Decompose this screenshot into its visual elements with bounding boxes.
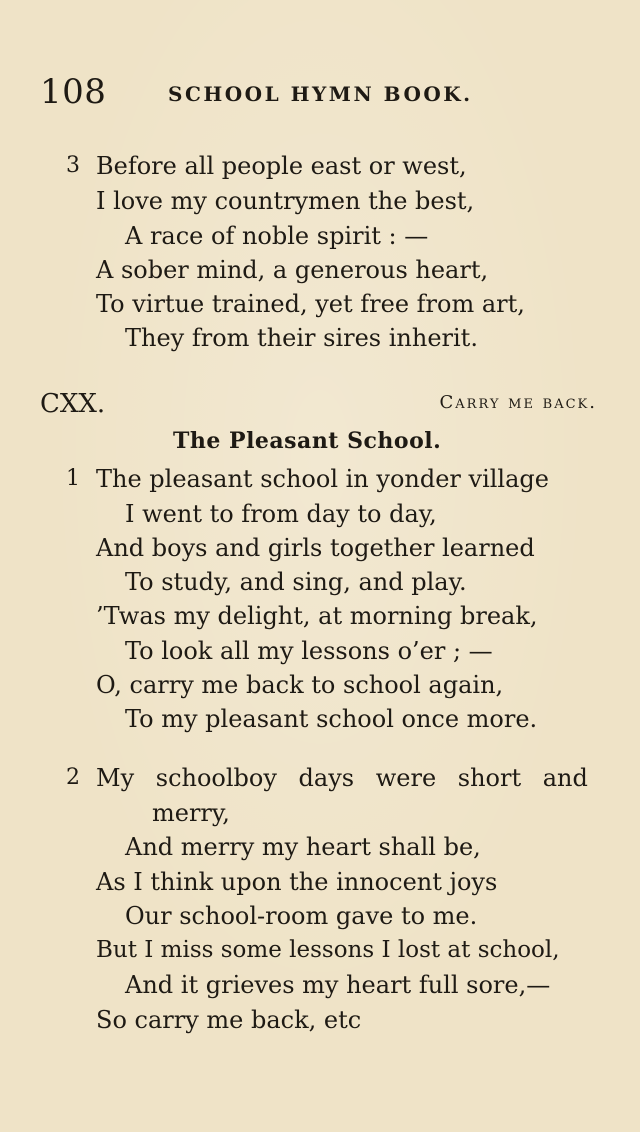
verse-line: And merry my heart shall be, xyxy=(125,833,481,861)
verse-line: As I think upon the innocent joys xyxy=(96,868,498,896)
verse-line: merry, xyxy=(152,799,230,827)
stanza-number: 2 xyxy=(66,765,80,790)
verse-line: O, carry me back to school again, xyxy=(96,671,504,699)
verse-line: And it grieves my heart full sore,— xyxy=(125,971,551,999)
verse-line: Before all people east or west, xyxy=(96,152,467,180)
stanza-number: 3 xyxy=(66,153,80,178)
hymn-number: CXX. xyxy=(40,389,106,419)
verse-line: I love my countrymen the best, xyxy=(96,187,475,215)
verse-line: A race of noble spirit : — xyxy=(125,222,429,250)
page-header xyxy=(40,72,600,112)
verse-line: To look all my lessons o’er ; — xyxy=(125,637,493,665)
verse-line: To my pleasant school once more. xyxy=(125,705,538,733)
verse-line: They from their sires inherit. xyxy=(125,324,478,352)
verse-line: Our school-room gave to me. xyxy=(125,902,478,930)
page-number: 108 xyxy=(40,72,107,112)
verse-line: The pleasant school in yonder village xyxy=(96,465,549,493)
verse-line: But I miss some lessons I lost at school, xyxy=(96,937,560,963)
stanza-number: 1 xyxy=(66,466,80,491)
verse-line: To virtue trained, yet free from art, xyxy=(96,290,525,318)
tune-name: Carry me back. xyxy=(439,392,597,413)
verse-line: A sober mind, a generous heart, xyxy=(96,256,489,284)
hymn-title: The Pleasant School. xyxy=(173,428,442,454)
verse-line: My schoolboy days were short and xyxy=(96,764,588,792)
verse-line: And boys and girls together learned xyxy=(96,534,535,562)
running-head: SCHOOL HYMN BOOK. xyxy=(168,82,473,106)
verse-line: To study, and sing, and play. xyxy=(125,568,467,596)
verse-line: ’Twas my delight, at morning break, xyxy=(96,602,538,630)
verse-line: I went to from day to day, xyxy=(125,500,437,528)
verse-line: So carry me back, etc xyxy=(96,1006,362,1034)
